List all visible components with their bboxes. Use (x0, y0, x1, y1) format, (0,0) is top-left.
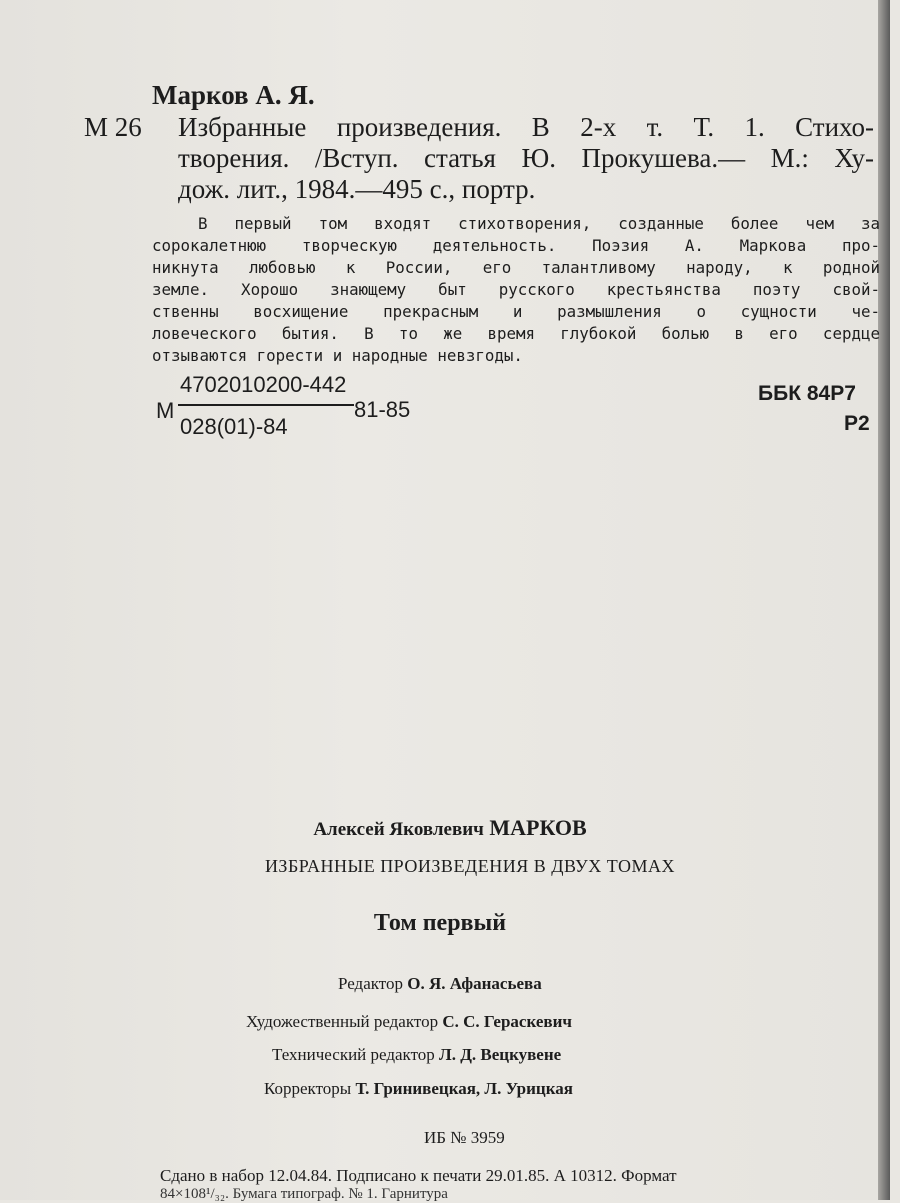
annotation-line: сорокалетнюю творческую деятельность. Поэзия А. Маркова про- (152, 236, 880, 255)
imprint-author-name: Алексей Яковлевич (313, 819, 484, 840)
imprint-author (0, 815, 900, 841)
catalog-entry-line: Избранные произведения. В 2-х т. Т. 1. Стихо- (178, 112, 874, 142)
imprint-footer-line: 84×108¹/₃₂. Бумага типограф. № 1. Гарнитура (160, 1186, 448, 1202)
index-denominator: 028(01)-84 (180, 414, 288, 439)
index-letter: М (156, 398, 175, 423)
page-edge-shadow (878, 0, 890, 1200)
credit-name: С. С. Гераскевич (442, 1012, 572, 1031)
credit-role: Корректоры (264, 1079, 352, 1098)
credit-name: Т. Гринивецкая, Л. Урицкая (355, 1079, 573, 1098)
credit-line (264, 1079, 573, 1099)
ib-number: ИБ № 3959 (424, 1128, 505, 1147)
credit-role: Редактор (338, 974, 403, 993)
credit-name: О. Я. Афанасьева (407, 974, 542, 993)
index-fraction-rule (178, 404, 354, 406)
annotation-line: отзываются горести и народные невзгоды. (152, 346, 523, 365)
credit-line (338, 974, 542, 994)
catalog-entry-line: дож. лит., 1984.—495 с., портр. (178, 174, 536, 204)
annotation-line: земле. Хорошо знающему быт русского крестьянства поэту свой- (152, 280, 880, 299)
annotation-line: В первый том входят стихотворения, созданные более чем за (198, 214, 880, 233)
credit-role: Художественный редактор (246, 1012, 439, 1031)
bbk-code-secondary: Р2 (844, 412, 870, 435)
imprint-author-surname: МАРКОВ (489, 815, 587, 840)
annotation-line: ственны восхищение прекрасным и размышления о сущности че- (152, 302, 880, 321)
bbk-code: ББК 84Р7 (758, 382, 856, 405)
imprint-series: ИЗБРАННЫЕ ПРОИЗВЕДЕНИЯ В ДВУХ ТОМАХ (264, 856, 676, 876)
credit-line (246, 1012, 572, 1032)
credit-line (272, 1045, 561, 1065)
annotation-line: никнута любовью к России, его талантливому народу, к родной (152, 258, 880, 277)
annotation-line: ловеческого бытия. В то же время глубокой болью в его сердце (152, 324, 880, 343)
imprint-volume: Том первый (373, 910, 507, 936)
index-numerator: 4702010200-442 (180, 372, 347, 397)
catalog-entry-line: творения. /Вступ. статья Ю. Прокушева.— М.: Ху- (178, 143, 874, 173)
index-right: 81-85 (354, 397, 411, 422)
catalog-author: Марков А. Я. (152, 80, 315, 110)
credit-name: Л. Д. Вецкувене (439, 1045, 562, 1064)
catalog-code: М 26 (84, 112, 142, 142)
credit-role: Технический редактор (272, 1045, 435, 1064)
imprint-footer-line: Сдано в набор 12.04.84. Подписано к печати 29.01.85. А 10312. Формат (160, 1166, 677, 1185)
